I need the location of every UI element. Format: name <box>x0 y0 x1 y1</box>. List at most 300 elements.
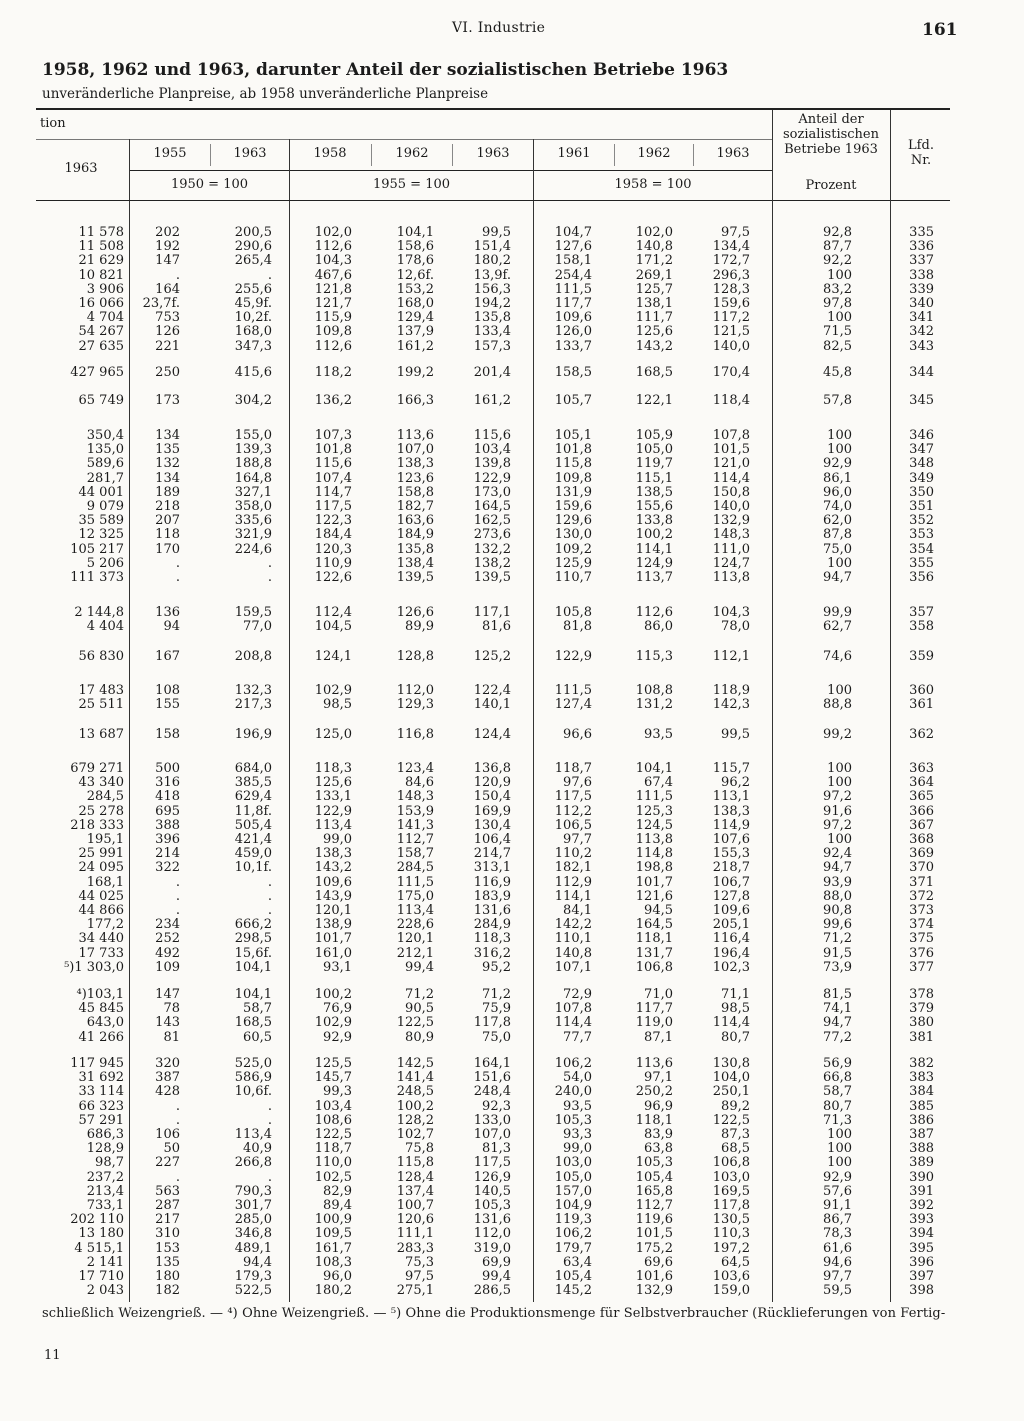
table-cell: 25 278 <box>78 803 124 819</box>
table-cell: 99,9 <box>823 605 852 620</box>
table-cell: 10,6f. <box>234 1084 272 1100</box>
table-cell: 104,1 <box>234 987 272 1002</box>
table-cell: 17 483 <box>78 683 124 698</box>
table-cell: 93,5 <box>563 1098 592 1114</box>
table-cell: 117,5 <box>473 1155 511 1171</box>
table-cell: 57,8 <box>823 393 852 408</box>
table-cell: 92,8 <box>823 225 852 240</box>
row-number-cell: 384 <box>909 1084 934 1100</box>
table-cell: 313,1 <box>473 860 511 876</box>
header-g3-base: 1958 = 100 <box>614 177 692 192</box>
table-cell: 155,0 <box>234 428 272 443</box>
table-cell: 10 821 <box>78 267 124 283</box>
table-cell: 115,1 <box>635 470 673 486</box>
table-cell: 116,9 <box>473 874 511 890</box>
row-number-cell: 339 <box>909 281 934 297</box>
row-number-cell: 379 <box>909 1001 934 1017</box>
table-cell: 105,3 <box>554 1112 592 1128</box>
table-cell: 197,2 <box>712 1240 750 1256</box>
table-cell: 212,1 <box>396 945 434 961</box>
table-cell: 87,8 <box>823 527 852 543</box>
row-number-cell: 336 <box>909 239 934 255</box>
table-cell: 125,5 <box>314 1056 352 1071</box>
table-cell: 110,3 <box>712 1226 750 1242</box>
header-divider <box>693 144 694 166</box>
table-cell: 104,3 <box>712 605 750 620</box>
table-cell: 94,7 <box>823 1015 852 1031</box>
table-cell: 128,3 <box>712 281 750 297</box>
table-cell: 113,6 <box>635 1056 673 1071</box>
row-number-cell: 335 <box>909 225 934 240</box>
table-cell: 106,4 <box>473 832 511 847</box>
table-cell: 138,3 <box>396 456 434 472</box>
table-cell: 173,0 <box>473 484 511 500</box>
row-number-cell: 346 <box>909 428 934 443</box>
table-cell: 16 066 <box>78 296 124 311</box>
table-cell: 95,2 <box>482 959 511 975</box>
table-cell: 114,4 <box>712 1015 750 1031</box>
table-cell: 109,5 <box>314 1226 352 1242</box>
table-cell: 115,3 <box>635 649 673 664</box>
table-cell: 132,3 <box>234 683 272 698</box>
table-cell: 284,5 <box>86 789 124 805</box>
table-cell: 93,3 <box>563 1127 592 1142</box>
table-cell: 124,9 <box>635 555 673 571</box>
table-cell: 92,9 <box>323 1029 352 1045</box>
table-cell: 105,4 <box>554 1269 592 1284</box>
table-cell: 122,5 <box>712 1112 750 1128</box>
table-cell: 104,7 <box>554 225 592 240</box>
table-cell: 145,2 <box>554 1283 592 1299</box>
table-cell: 316 <box>155 775 180 791</box>
table-cell: 62,0 <box>823 513 852 529</box>
table-cell: 138,2 <box>473 555 511 571</box>
table-cell: 322 <box>155 860 180 876</box>
table-cell: 180 <box>155 1269 180 1284</box>
table-cell: 114,4 <box>712 470 750 486</box>
row-number-cell: 382 <box>909 1056 934 1071</box>
table-cell: 505,4 <box>234 817 272 833</box>
table-cell: 182,7 <box>396 499 434 514</box>
table-cell: 90,5 <box>405 1001 434 1017</box>
table-cell: 134 <box>155 470 180 486</box>
header-divider <box>452 144 453 166</box>
table-cell: 71,5 <box>823 324 852 340</box>
table-cell: 101,7 <box>635 874 673 890</box>
table-cell: 110,1 <box>554 931 592 947</box>
table-cell: 115,9 <box>314 310 352 326</box>
table-cell: 114,1 <box>635 541 673 557</box>
table-cell: 175,0 <box>396 888 434 904</box>
table-cell: 93,5 <box>644 727 673 742</box>
table-cell: 139,5 <box>473 570 511 585</box>
table-cell: 23,7f. <box>142 296 180 311</box>
table-cell: 81,5 <box>823 987 852 1002</box>
header-share: Anteil der sozialistischen Betriebe 1963 <box>782 112 879 157</box>
table-cell: 161,2 <box>473 393 511 408</box>
table-cell: ⁴)103,1 <box>76 987 124 1002</box>
table-cell: 163,6 <box>396 513 434 529</box>
table-cell: 132,9 <box>712 513 750 529</box>
row-number-cell: 371 <box>909 874 934 890</box>
table-cell: 84,6 <box>405 775 434 791</box>
table-cell: 100 <box>827 267 852 283</box>
table-cell: 285,0 <box>234 1212 272 1228</box>
table-cell: 107,4 <box>314 470 352 486</box>
table-cell: 138,5 <box>635 484 673 500</box>
row-number-cell: 364 <box>909 775 934 791</box>
table-cell: 107,1 <box>554 959 592 975</box>
table-cell: 321,9 <box>234 527 272 543</box>
row-number-cell: 347 <box>909 442 934 458</box>
table-cell: 63,4 <box>563 1254 592 1270</box>
table-cell: 56,9 <box>823 1056 852 1071</box>
table-cell: 103,4 <box>314 1098 352 1114</box>
table-cell: 255,6 <box>234 281 272 297</box>
table-cell: 201,4 <box>473 365 511 380</box>
table-cell: . <box>175 903 180 918</box>
table-cell: 113,6 <box>396 428 434 443</box>
table-cell: 237,2 <box>86 1169 124 1185</box>
table-cell: 250 <box>155 365 180 380</box>
row-number-cell: 396 <box>909 1254 934 1270</box>
table-cell: 415,6 <box>234 365 272 380</box>
row-number-cell: 390 <box>909 1169 934 1185</box>
table-cell: 120,3 <box>314 541 352 557</box>
table-cell: 192 <box>155 239 180 255</box>
table-cell: 164,5 <box>635 917 673 933</box>
table-cell: 10,2f. <box>234 310 272 326</box>
table-cell: 207 <box>155 513 180 529</box>
table-cell: 86,0 <box>644 619 673 635</box>
table-cell: 66,8 <box>823 1070 852 1086</box>
table-cell: 88,8 <box>823 697 852 713</box>
table-cell: 133,7 <box>554 338 592 354</box>
table-cell: 158,1 <box>554 253 592 269</box>
table-cell: 213,4 <box>86 1183 124 1199</box>
table-cell: 112,6 <box>635 605 673 620</box>
table-cell: 155,3 <box>712 846 750 862</box>
row-number-cell: 391 <box>909 1183 934 1199</box>
row-number-cell: 362 <box>909 727 934 742</box>
table-cell: 104,1 <box>234 959 272 975</box>
table-cell: 97,7 <box>563 832 592 847</box>
table-cell: 111,5 <box>635 789 673 805</box>
table-cell: 111 373 <box>70 570 124 585</box>
table-cell: 11 578 <box>78 225 124 240</box>
table-cell: 221 <box>155 338 180 354</box>
row-number-cell: 352 <box>909 513 934 529</box>
table-cell: 128,4 <box>396 1169 434 1185</box>
table-cell: 105,3 <box>473 1198 511 1213</box>
table-cell: 563 <box>155 1183 180 1199</box>
table-cell: 99,0 <box>563 1141 592 1157</box>
table-cell: 158,7 <box>396 846 434 862</box>
table-cell: 104,1 <box>635 761 673 776</box>
row-number-cell: 343 <box>909 338 934 354</box>
sheet-number: 11 <box>44 1348 61 1363</box>
table-cell: 109,8 <box>554 470 592 486</box>
row-number-cell: 378 <box>909 987 934 1002</box>
table-cell: 125,9 <box>554 555 592 571</box>
table-cell: 91,6 <box>823 803 852 819</box>
table-cell: 118,9 <box>712 683 750 698</box>
table-cell: 140,1 <box>473 697 511 713</box>
table-cell: 17 733 <box>78 945 124 961</box>
table-cell: 84,1 <box>563 903 592 918</box>
table-cell: 103,6 <box>712 1269 750 1284</box>
table-cell: 131,6 <box>473 1212 511 1228</box>
table-cell: 68,5 <box>721 1141 750 1157</box>
table-cell: 106,7 <box>712 874 750 890</box>
table-cell: 159,6 <box>712 296 750 311</box>
table-cell: 102,0 <box>314 225 352 240</box>
table-cell: 214,7 <box>473 846 511 862</box>
table-cell: 12 325 <box>78 527 124 543</box>
row-number-cell: 349 <box>909 470 934 486</box>
table-cell: 184,4 <box>314 527 352 543</box>
table-cell: 118 <box>155 527 180 543</box>
table-cell: 71,1 <box>721 987 750 1002</box>
header-g1-1955: 1955 <box>153 146 187 161</box>
table-cell: 118,7 <box>554 761 592 776</box>
table-cell: 101,8 <box>314 442 352 458</box>
table-cell: 71,2 <box>482 987 511 1002</box>
table-cell: 103,0 <box>554 1155 592 1171</box>
table-cell: 335,6 <box>234 513 272 529</box>
table-cell: 113,1 <box>712 789 750 805</box>
table-cell: 133,0 <box>473 1112 511 1128</box>
table-cell: 143,9 <box>314 888 352 904</box>
table-cell: 158,6 <box>396 239 434 255</box>
table-cell: 93,9 <box>823 874 852 890</box>
table-cell: 194,2 <box>473 296 511 311</box>
table-cell: 126,0 <box>554 324 592 340</box>
table-cell: 586,9 <box>234 1070 272 1086</box>
table-cell: 92,3 <box>482 1098 511 1114</box>
table-cell: 103,0 <box>712 1169 750 1185</box>
table-cell: 106,8 <box>712 1155 750 1171</box>
table-cell: 133,4 <box>473 324 511 340</box>
table-cell: 117,7 <box>635 1001 673 1017</box>
table-cell: 142,2 <box>554 917 592 933</box>
table-cell: 135,0 <box>86 442 124 458</box>
row-number-cell: 387 <box>909 1127 934 1142</box>
table-cell: 17 710 <box>78 1269 124 1284</box>
header-divider <box>210 144 211 166</box>
row-number-cell: 358 <box>909 619 934 635</box>
table-cell: 164,8 <box>234 470 272 486</box>
table-cell: 56 830 <box>78 649 124 664</box>
table-cell: 122,9 <box>473 470 511 486</box>
table-cell: 135,8 <box>473 310 511 326</box>
table-cell: 78,3 <box>823 1226 852 1242</box>
table-cell: 105,8 <box>554 605 592 620</box>
table-cell: 108,6 <box>314 1112 352 1128</box>
table-cell: 63,8 <box>644 1141 673 1157</box>
table-cell: 113,4 <box>234 1127 272 1142</box>
table-cell: 525,0 <box>234 1056 272 1071</box>
table-cell: 107,0 <box>396 442 434 458</box>
table-cell: 75,9 <box>482 1001 511 1017</box>
table-cell: 107,6 <box>712 832 750 847</box>
table-cell: 100 <box>827 1127 852 1142</box>
table-cell: 319,0 <box>473 1240 511 1256</box>
table-cell: 117,8 <box>473 1015 511 1031</box>
table-cell: 202 110 <box>70 1212 124 1228</box>
table-cell: 467,6 <box>314 267 352 283</box>
table-cell: 155,6 <box>635 499 673 514</box>
table-cell: 118,1 <box>635 931 673 947</box>
table-cell: 4 515,1 <box>74 1240 124 1256</box>
table-cell: 126,6 <box>396 605 434 620</box>
table-cell: 252 <box>155 931 180 947</box>
table-cell: 290,6 <box>234 239 272 255</box>
table-cell: 316,2 <box>473 945 511 961</box>
table-cell: 175,2 <box>635 1240 673 1256</box>
table-cell: 138,1 <box>635 296 673 311</box>
table-cell: 83,9 <box>644 1127 673 1142</box>
table-cell: 104,1 <box>396 225 434 240</box>
table-cell: 629,4 <box>234 789 272 805</box>
table-cell: 69,9 <box>482 1254 511 1270</box>
table-cell: 45,8 <box>823 365 852 380</box>
table-cell: 129,3 <box>396 697 434 713</box>
table-cell: 200,5 <box>234 225 272 240</box>
row-number-cell: 397 <box>909 1269 934 1284</box>
table-cell: 132,2 <box>473 541 511 557</box>
footnote: schließlich Weizengrieß. — ⁴) Ohne Weizengrieß. — ⁵) Ohne die Produktionsmenge für Selbstverbraucher (Rücklieferungen von Fertig- <box>42 1306 946 1321</box>
table-cell: 347,3 <box>234 338 272 354</box>
table-cell: 90,8 <box>823 903 852 918</box>
table-cell: 105,4 <box>635 1169 673 1185</box>
table-cell: 96,9 <box>644 1098 673 1114</box>
row-number-cell: 350 <box>909 484 934 500</box>
table-cell: 119,6 <box>635 1212 673 1228</box>
table-cell: 65 749 <box>78 393 124 408</box>
table-cell: 107,8 <box>554 1001 592 1017</box>
row-number-cell: 381 <box>909 1029 934 1045</box>
table-subtitle: unveränderliche Planpreise, ab 1958 unveränderliche Planpreise <box>42 86 489 102</box>
table-cell: 72,9 <box>563 987 592 1002</box>
row-number-cell: 388 <box>909 1141 934 1157</box>
row-number-cell: 363 <box>909 761 934 776</box>
table-cell: 143,2 <box>635 338 673 354</box>
table-cell: 142,3 <box>712 697 750 713</box>
table-cell: 158,8 <box>396 484 434 500</box>
table-cell: 248,4 <box>473 1084 511 1100</box>
table-cell: 74,1 <box>823 1001 852 1017</box>
table-cell: 387 <box>155 1070 180 1086</box>
table-cell: . <box>175 1098 180 1114</box>
table-cell: 128,2 <box>396 1112 434 1128</box>
table-cell: 130,0 <box>554 527 592 543</box>
table-cell: 266,8 <box>234 1155 272 1171</box>
table-cell: 117,5 <box>314 499 352 514</box>
table-cell: 164,5 <box>473 499 511 514</box>
table-cell: 104,5 <box>314 619 352 635</box>
table-cell: 112,7 <box>396 832 434 847</box>
table-cell: 753 <box>155 310 180 326</box>
table-cell: 269,1 <box>635 267 673 283</box>
row-number-cell: 398 <box>909 1283 934 1299</box>
table-cell: . <box>175 888 180 904</box>
table-cell: 97,6 <box>563 775 592 791</box>
row-number-cell: 356 <box>909 570 934 585</box>
table-cell: 99,5 <box>721 727 750 742</box>
table-cell: 111,5 <box>554 683 592 698</box>
table-cell: 94,7 <box>823 860 852 876</box>
table-cell: 89,2 <box>721 1098 750 1114</box>
table-cell: 100 <box>827 442 852 458</box>
table-cell: 60,5 <box>243 1029 272 1045</box>
row-number-cell: 357 <box>909 605 934 620</box>
table-cell: 104,9 <box>554 1198 592 1213</box>
table-cell: 43 340 <box>78 775 124 791</box>
row-number-cell: 380 <box>909 1015 934 1031</box>
row-number-cell: 365 <box>909 789 934 805</box>
table-cell: 136,8 <box>473 761 511 776</box>
table-cell: 117,7 <box>554 296 592 311</box>
table-cell: 75,8 <box>405 1141 434 1157</box>
row-number-cell: 345 <box>909 393 934 408</box>
table-cell: 71,0 <box>644 987 673 1002</box>
table-cell: . <box>267 903 272 918</box>
table-cell: 166,3 <box>396 393 434 408</box>
table-cell: 162,5 <box>473 513 511 529</box>
header-g2-1958: 1958 <box>313 146 347 161</box>
table-cell: 119,3 <box>554 1212 592 1228</box>
table-cell: 33 114 <box>78 1084 124 1100</box>
table-cell: 147 <box>155 253 180 269</box>
table-cell: 93,1 <box>323 959 352 975</box>
table-cell: 122,5 <box>314 1127 352 1142</box>
table-cell: 71,3 <box>823 1112 852 1128</box>
table-cell: 195,1 <box>86 832 124 847</box>
table-cell: 140,8 <box>554 945 592 961</box>
header-g3-1962: 1962 <box>637 146 671 161</box>
table-cell: 138,4 <box>396 555 434 571</box>
table-cell: 2 144,8 <box>74 605 124 620</box>
table-cell: 99,4 <box>482 1269 511 1284</box>
table-cell: 135,8 <box>396 541 434 557</box>
table-cell: 69,6 <box>644 1254 673 1270</box>
row-number-cell: 341 <box>909 310 934 326</box>
table-cell: 74,6 <box>823 649 852 664</box>
table-cell: 112,6 <box>314 338 352 354</box>
table-cell: . <box>175 555 180 571</box>
table-cell: 165,8 <box>635 1183 673 1199</box>
table-cell: 112,0 <box>473 1226 511 1242</box>
page-number: 161 <box>922 20 958 40</box>
table-cell: 125,6 <box>635 324 673 340</box>
row-number-cell: 355 <box>909 555 934 571</box>
table-cell: 109 <box>155 959 180 975</box>
table-cell: 148,3 <box>396 789 434 805</box>
row-number-cell: 338 <box>909 267 934 283</box>
table-cell: 129,6 <box>554 513 592 529</box>
table-cell: . <box>267 874 272 890</box>
table-cell: . <box>175 1169 180 1185</box>
table-cell: 114,1 <box>554 888 592 904</box>
table-cell: 100,2 <box>635 527 673 543</box>
table-cell: 100 <box>827 761 852 776</box>
table-cell: 301,7 <box>234 1198 272 1213</box>
table-cell: 153 <box>155 1240 180 1256</box>
table-cell: 87,3 <box>721 1127 750 1142</box>
table-cell: 188,8 <box>234 456 272 472</box>
row-number-cell: 370 <box>909 860 934 876</box>
